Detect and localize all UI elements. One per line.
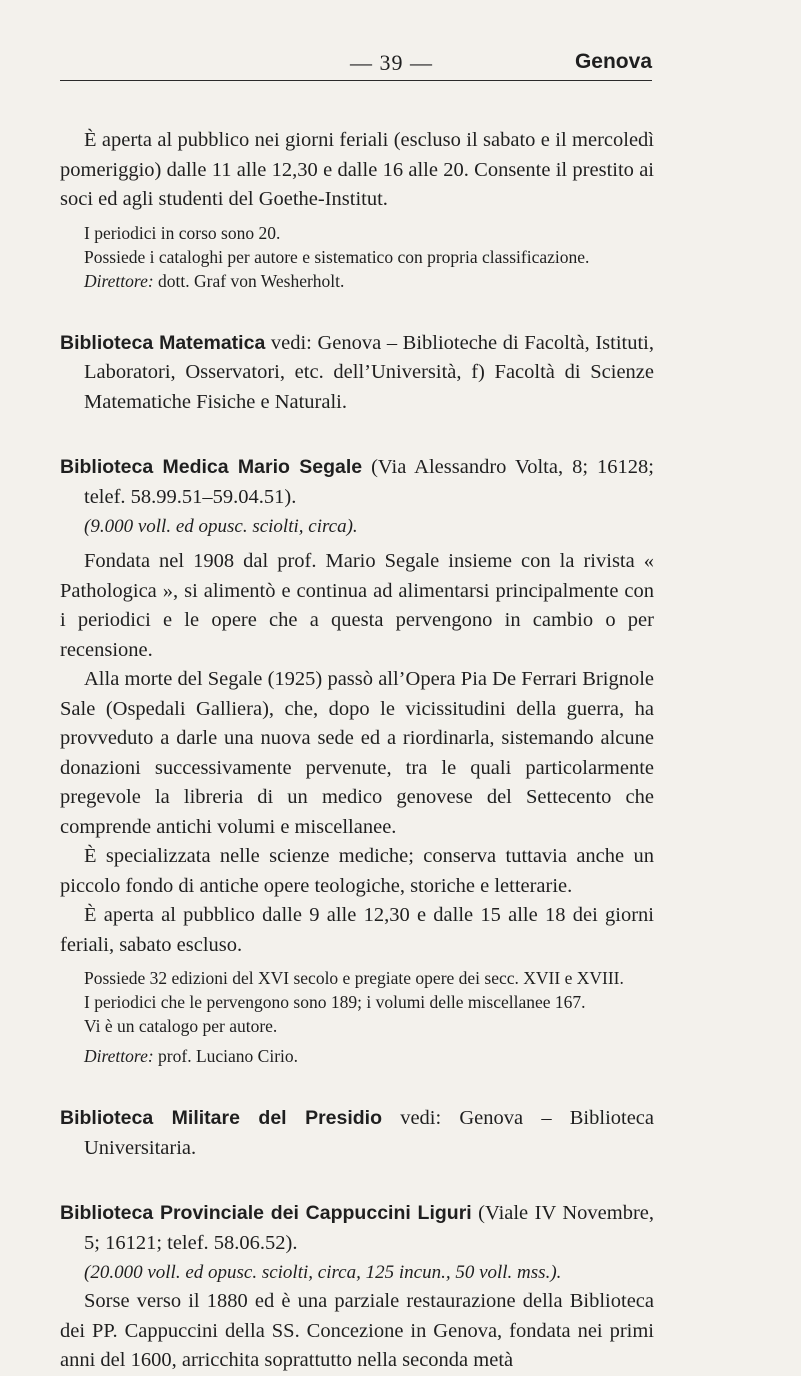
intro-director [84,269,654,293]
entry-note: I periodici che le pervengono sono 189; i volumi delle miscellanee 167. [84,992,586,1012]
running-head [60,50,652,81]
entry-biblioteca-provinciale [60,1199,654,1258]
entry-biblioteca-medica [60,453,654,512]
director-label: Direttore: [84,270,154,291]
page-number: — 39 — [350,50,433,75]
entry-heading: Biblioteca Medica Mario Segale [60,456,363,478]
body-paragraph: È specializzata nelle scienze mediche; conserva tuttavia anche un piccolo fondo di antiche opere teologiche, storiche e letterarie. [60,845,654,897]
entry-biblioteca-matematica [60,329,654,418]
entry-biblioteca-militare [60,1104,654,1163]
intro-note: Possiede i cataloghi per autore e sistematico con propria classificazione. [84,246,590,267]
entry-heading: Biblioteca Matematica [60,331,266,354]
entry-text: vedi: Genova – Biblioteca Universitaria. [84,1107,655,1159]
entry-text: vedi: Genova – Biblioteche di Facoltà, Istituti, Laboratori, Osservatori, etc. dell’Università, f) Facoltà di Scienze Matematiche Fisiche e Naturali. [84,331,655,413]
entry-holdings: (9.000 voll. ed opusc. sciolti, circa). [84,516,358,537]
director-label: Direttore: [84,1046,154,1066]
intro-paragraph: È aperta al pubblico nei giorni feriali (escluso il sabato e il mercoledì pomeriggio) dalle 11 alle 12,30 e dalle 16 alle 20. Consente il prestito ai soci ed agli studenti del Goethe-Institut. [60,129,654,210]
entry-holdings: (20.000 voll. ed opusc. sciolti, circa, 125 incun., 50 voll. mss.). [84,1262,562,1283]
director-name: dott. Graf von Wesherholt. [153,270,345,291]
body-paragraph: Fondata nel 1908 dal prof. Mario Segale insieme con la rivista « Pathologica », si alimentò e continua ad alimentarsi principalmente con i periodici e le opere che a questa pervengono in cambio o per recensione. [60,550,654,661]
body-paragraph: Sorse verso il 1880 ed è una parziale restaurazione della Biblioteca dei PP. Cappuccini della SS. Concezione in Genova, fondata nei primi anni del 1600, arricchita soprattutto nella seconda metà [60,1290,654,1371]
director-name: prof. Luciano Cirio. [153,1046,299,1066]
intro-note: I periodici in corso sono 20. [84,222,281,243]
running-head-title: Genova [574,50,652,73]
entry-note: Vi è un catalogo per autore. [84,1016,278,1036]
entry-note: Possiede 32 edizioni del XVI secolo e pregiate opere dei secc. XVII e XVIII. [84,968,624,988]
entry-heading: Biblioteca Provinciale dei Cappuccini Liguri [60,1202,472,1224]
page-body [60,126,654,1376]
body-paragraph: È aperta al pubblico dalle 9 alle 12,30 e dalle 15 alle 18 dei giorni feriali, sabato escluso. [60,904,654,956]
entry-director [84,1044,654,1068]
body-paragraph: Alla morte del Segale (1925) passò all’Opera Pia De Ferrari Brignole Sale (Ospedali Galliera), che, dopo le vicissitudini della guerra, ha provveduto a darle una nuova sede ed a riordinarla, sistemando alcune donazioni successivamente pervenute, tra le quali particolarmente pregevole la libreria di un medico genovese del Settecento che comprende antichi volumi e miscellanee. [60,668,654,838]
entry-text: (Viale IV Novembre, 5; 16121; telef. 58.06.52). [84,1202,654,1254]
entry-heading: Biblioteca Militare del Presidio [60,1107,383,1129]
entry-text: (Via Alessandro Volta, 8; 16128; telef. 58.99.51–59.04.51). [84,456,654,508]
